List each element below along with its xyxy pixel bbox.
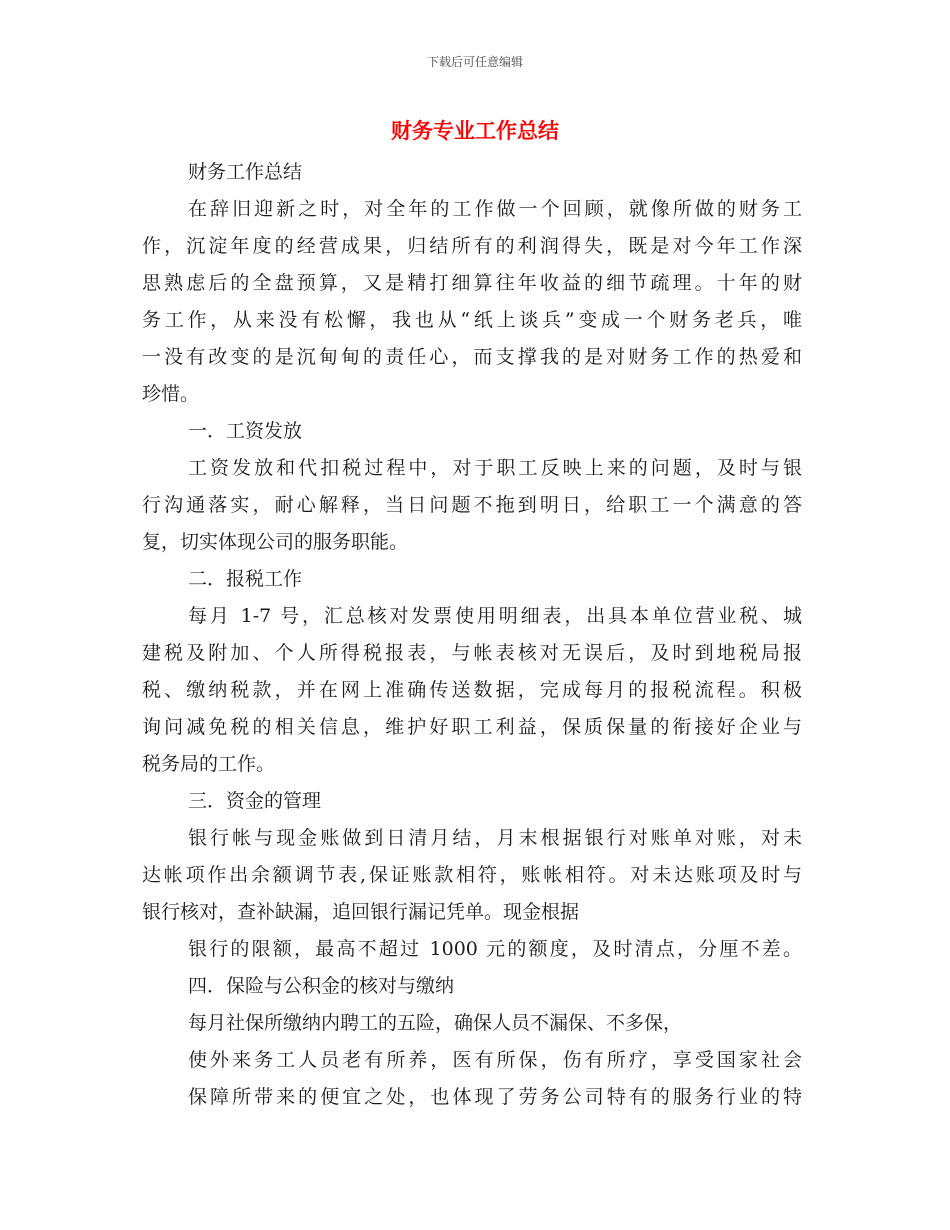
body-line: 工资发放和代扣税过程中，对于职工反映上来的问题，及时与银 — [188, 457, 802, 479]
body-line: 作，沉淀年度的经营成果，归结所有的利润得失，既是对今年工作深 — [142, 235, 802, 257]
body-line: 税务局的工作。 — [142, 753, 276, 775]
body-line: 银行的限额，最高不超过 1000 元的额度，及时清点，分厘不差。 — [188, 938, 802, 960]
body-line: 税、缴纳税款，并在网上准确传送数据，完成每月的报税流程。积极 — [142, 679, 802, 701]
body-line: 财务工作总结 — [188, 161, 303, 183]
body-line: 每月 1-7 号，汇总核对发票使用明细表，出具本单位营业税、城 — [188, 605, 802, 627]
body-line: 复，切实体现公司的服务职能。 — [142, 531, 409, 553]
body-line: 四．保险与公积金的核对与缴纳 — [188, 975, 455, 997]
body-line: 达帐项作出余额调节表,保证账款相符，账帐相符。对未达账项及时与 — [142, 864, 802, 886]
body-line: 每月社保所缴纳内聘工的五险，确保人员不漏保、不多保， — [188, 1012, 683, 1034]
body-line: 思熟虑后的全盘预算，又是精打细算往年收益的细节疏理。十年的财 — [142, 272, 802, 294]
body-line: 二．报税工作 — [188, 568, 303, 590]
document-body — [142, 154, 802, 1116]
body-line: 建税及附加、个人所得税报表，与帐表核对无误后，及时到地税局报 — [142, 642, 802, 664]
body-line: 保障所带来的便宜之处，也体现了劳务公司特有的服务行业的特 — [188, 1086, 802, 1108]
body-line: 一．工资发放 — [188, 420, 303, 442]
body-line: 银行核对，查补缺漏，追回银行漏记凭单。现金根据 — [142, 901, 580, 923]
document-title: 财务专业工作总结 — [391, 119, 559, 143]
body-line: 珍惜。 — [142, 383, 200, 405]
body-line: 务工作，从来没有松懈，我也从“纸上谈兵”变成一个财务老兵，唯 — [142, 309, 802, 331]
body-line: 三．资金的管理 — [188, 790, 322, 812]
body-line: 一没有改变的是沉甸甸的责任心，而支撑我的是对财务工作的热爱和 — [142, 346, 802, 368]
body-line: 在辞旧迎新之时，对全年的工作做一个回顾，就像所做的财务工 — [188, 198, 802, 220]
body-line: 行沟通落实，耐心解释，当日问题不拖到明日，给职工一个满意的答 — [142, 494, 802, 516]
body-line: 银行帐与现金账做到日清月结，月末根据银行对账单对账，对未 — [188, 827, 802, 849]
body-line: 使外来务工人员老有所养，医有所保，伤有所疗，享受国家社会 — [188, 1049, 802, 1071]
page-header-note: 下载后可任意编辑 — [426, 55, 523, 69]
body-line: 询问减免税的相关信息，维护好职工利益，保质保量的衔接好企业与 — [142, 716, 802, 738]
